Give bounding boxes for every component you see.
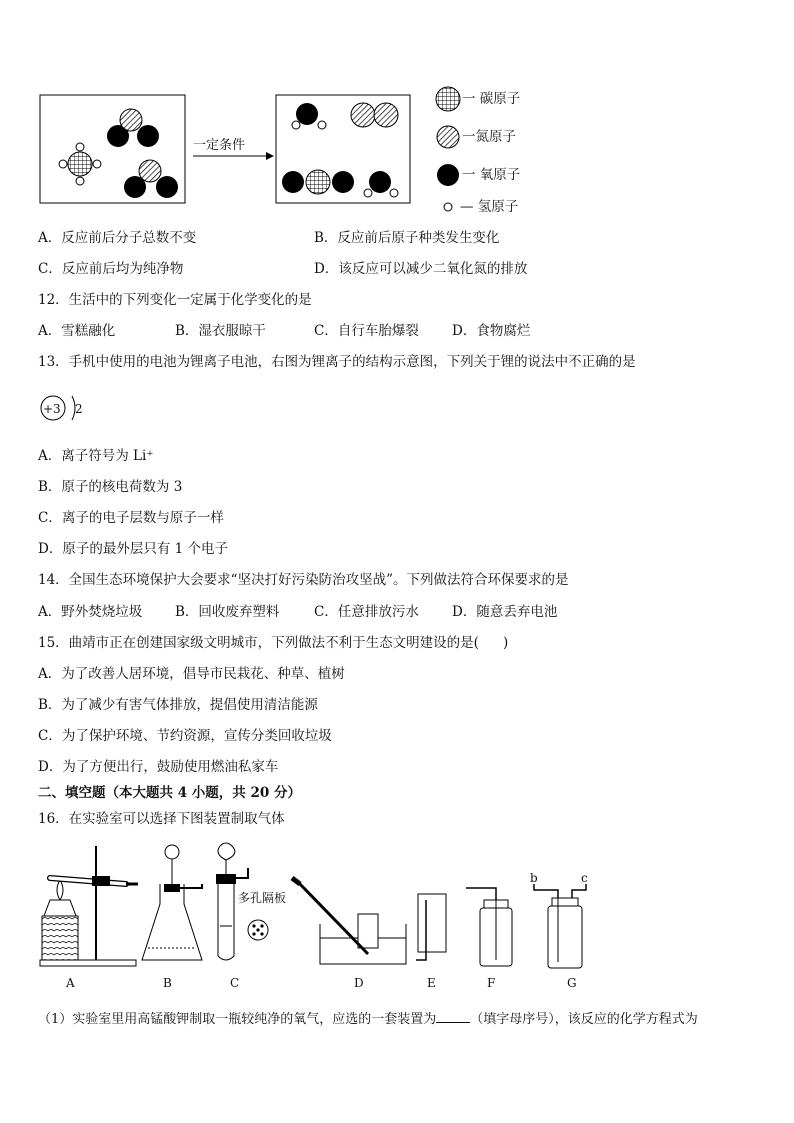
reaction-condition: 一定条件 (193, 138, 246, 153)
legend-nitrogen: 一氮原子 (462, 129, 516, 145)
nitrogen-atom-icon (437, 126, 459, 148)
q16-sub1-end: （填字母序号），该反应的化学方程式为 (470, 1012, 698, 1027)
apparatus-g (534, 884, 586, 968)
q16-sub1-blank[interactable] (436, 1010, 470, 1023)
apparatus-e (416, 894, 446, 960)
apparatus-label-g: G (567, 976, 577, 990)
q13-option-d: D．原子的最外层只有 1 个电子 (38, 541, 228, 557)
q11-option-a: A．反应前后分子总数不变 (38, 230, 197, 246)
q11-option-d: D．该反应可以减少二氧化氮的排放 (314, 261, 528, 277)
q13-option-c: C．离子的电子层数与原子一样 (38, 510, 224, 526)
apparatus-label-d: D (354, 976, 364, 990)
apparatus-d (292, 878, 406, 964)
port-b-label: b (530, 871, 538, 885)
legend-oxygen: 一 氧原子 (462, 167, 521, 183)
legend-carbon: 一 碳原子 (462, 91, 521, 107)
ion-nucleus-charge: +3 (43, 402, 61, 416)
q14-option-d: D．随意丢弃电池 (452, 604, 558, 620)
q14-stem: 14．全国生态环境保护大会要求“坚决打好污染防治攻坚战”。下列做法符合环保要求的是 (38, 572, 569, 588)
q14-option-a: A．野外焚烧垃圾 (38, 604, 143, 620)
apparatus-f (466, 888, 512, 966)
q15-option-b: B．为了减少有害气体排放，提倡使用清洁能源 (38, 697, 318, 713)
apparatus-label-a: A (66, 976, 75, 990)
q14-option-c: C．任意排放污水 (314, 604, 419, 620)
q15-stem (38, 634, 508, 652)
q11-option-b: B．反应前后原子种类发生变化 (314, 230, 500, 246)
q16-sub1 (38, 1010, 698, 1029)
q13-option-b: B．原子的核电荷数为 3 (38, 479, 183, 495)
q12-option-d: D．食物腐烂 (452, 323, 531, 339)
ion-shell-electrons: 2 (75, 402, 83, 416)
q16-stem: 16．在实验室可以选择下图装置制取气体 (38, 811, 285, 827)
q15-option-c: C．为了保护环境、节约资源，宣传分类回收垃圾 (38, 728, 332, 744)
carbon-atom-icon (436, 87, 460, 111)
apparatus-label-b: B (163, 976, 172, 990)
legend-hydrogen: — 氢原子 (460, 199, 519, 215)
apparatus-b (142, 845, 202, 960)
q15-option-d: D．为了方便出行，鼓励使用燃油私家车 (38, 759, 279, 775)
section-heading: 二、填空题（本大题共 4 小题，共 20 分） (38, 785, 301, 801)
q13-option-a: A．离子符号为 Li⁺ (38, 448, 154, 464)
plate-label: 多孔隔板 (238, 891, 287, 905)
port-c-label: c (581, 871, 588, 885)
apparatus-label-e: E (427, 976, 436, 990)
apparatus-label-f: F (487, 976, 496, 990)
q13-stem: 13．手机中使用的电池为锂离子电池，右图为锂离子的结构示意图，下列关于锂的说法中不正确的是 (38, 354, 636, 370)
q15-option-a: A．为了改善人居环境，倡导市民栽花、种草、植树 (38, 666, 345, 682)
q14-option-b: B．回收废弃塑料 (175, 604, 280, 620)
q11-option-c: C．反应前后均为纯净物 (38, 261, 184, 277)
q15-stem-end: ) (502, 635, 509, 651)
oxygen-atom-icon (437, 164, 459, 186)
apparatus-diagram (30, 838, 590, 978)
apparatus-label-c: C (230, 976, 240, 990)
apparatus-a (40, 846, 138, 966)
q15-stem-text: 15．曲靖市正在创建国家级文明城市，下列做法不利于生态文明建设的是( (38, 635, 479, 651)
q12-option-a: A．雪糕融化 (38, 323, 116, 339)
q12-option-b: B．湿衣服晾干 (175, 323, 266, 339)
hydrogen-atom-icon (444, 203, 452, 211)
q12-option-c: C．自行车胎爆裂 (314, 323, 419, 339)
q12-stem: 12．生活中的下列变化一定属于化学变化的是 (38, 292, 312, 308)
q16-sub1-start: （1）实验室里用高锰酸钾制取一瓶较纯净的氧气，应选的一套装置为 (38, 1012, 437, 1027)
